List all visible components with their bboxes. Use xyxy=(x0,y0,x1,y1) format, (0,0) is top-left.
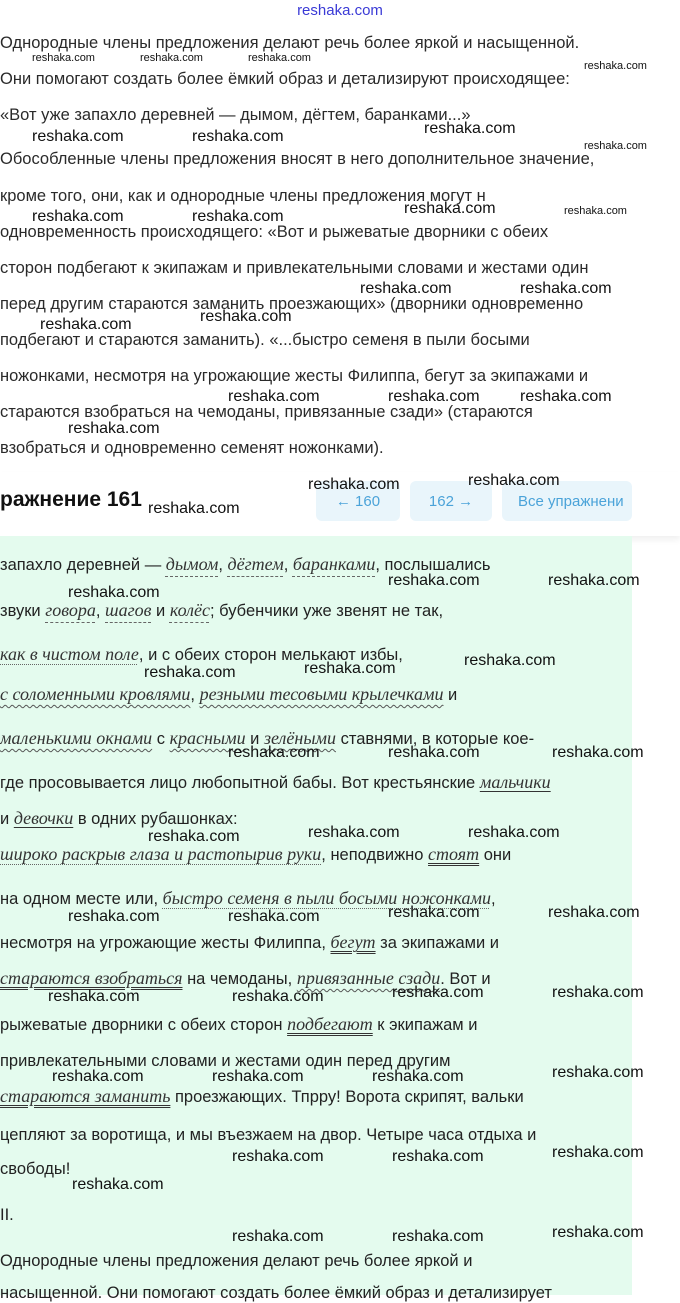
watermark: reshaka.com xyxy=(32,52,95,64)
text: и xyxy=(443,686,458,704)
text: и xyxy=(151,602,170,620)
watermark: reshaka.com xyxy=(520,388,612,405)
watermark: reshaka.com xyxy=(232,1148,324,1165)
watermark: reshaka.com xyxy=(552,1144,644,1161)
watermark: reshaka.com xyxy=(228,744,320,761)
text: в одних рубашонках: xyxy=(73,810,238,828)
text: запахло деревней — xyxy=(0,556,166,574)
text: насыщенной. Они помогают создать более ёмкий образ и детализирует xyxy=(0,1284,552,1302)
homogeneous-member: дымом xyxy=(165,554,219,574)
adverbial-phrase: широко раскрыв глаза и растопырив руки xyxy=(0,844,322,864)
watermark: reshaka.com xyxy=(308,476,400,493)
watermark: reshaka.com xyxy=(192,128,284,145)
answer-line xyxy=(0,844,511,865)
intro-line: кроме того, они, как и однородные члены предложения могут н xyxy=(0,187,486,205)
text: цепляют за воротища, и мы въезжаем на двор. Четыре часа отдыха и xyxy=(0,1126,537,1144)
text: , xyxy=(218,556,228,574)
text: с xyxy=(152,730,170,748)
watermark: reshaka.com xyxy=(552,744,644,761)
watermark: reshaka.com xyxy=(584,140,647,152)
watermark: reshaka.com xyxy=(68,420,160,437)
text: проезжающих. Тпрру! Ворота скрипят, вальки xyxy=(170,1088,524,1106)
answer-line xyxy=(0,600,443,621)
text: . Вот и xyxy=(440,970,491,988)
intro-line: ножонками, несмотря на угрожающие жесты Филиппа, бегут за экипажами и xyxy=(0,367,589,385)
intro-line: сторон подбегают к экипажам и привлекательными словами и жестами один xyxy=(0,259,589,277)
answer-line xyxy=(0,1206,14,1225)
watermark: reshaka.com xyxy=(68,584,160,601)
watermark: reshaka.com xyxy=(584,60,647,72)
homogeneous-member: шагов xyxy=(105,600,152,620)
watermark: reshaka.com xyxy=(32,208,124,225)
watermark: reshaka.com xyxy=(520,280,612,297)
watermark: reshaka.com xyxy=(68,908,160,925)
text: II. xyxy=(0,1206,14,1224)
text: звуки xyxy=(0,602,46,620)
watermark: reshaka.com xyxy=(212,1068,304,1085)
attribute-phrase: привязанные сзади xyxy=(296,968,441,988)
answer-line xyxy=(0,684,457,705)
intro-line: перед другим стараются заманить проезжающих» (дворники одновременно xyxy=(0,295,584,313)
text: , xyxy=(95,602,106,620)
subject-word: мальчики xyxy=(479,772,551,792)
watermark: reshaka.com xyxy=(392,1228,484,1245)
watermark: reshaka.com xyxy=(388,572,480,589)
attribute-phrase: маленькими окнами xyxy=(0,728,153,748)
text: ; бубенчики уже звенят не так, xyxy=(209,602,444,620)
watermark: reshaka.com xyxy=(464,652,556,669)
intro-line: взобраться и одновременно семенят ножонками). xyxy=(0,439,384,457)
watermark: reshaka.com xyxy=(424,120,516,137)
homogeneous-member: колёс xyxy=(169,600,210,620)
watermark: reshaka.com xyxy=(144,664,236,681)
adverbial-phrase: быстро семеня в пыли босыми ножонками xyxy=(162,888,491,908)
text: , и с обеих сторон мелькают избы, xyxy=(138,646,403,664)
text: за экипажами и xyxy=(375,934,500,952)
predicate-word: подбегают xyxy=(287,1014,373,1034)
watermark: reshaka.com xyxy=(548,904,640,921)
text: к экипажам и xyxy=(372,1016,478,1034)
intro-line: подбегают и стараются заманить). «...быстро семеня в пыли босыми xyxy=(0,331,530,349)
text: и xyxy=(245,730,264,748)
watermark: reshaka.com xyxy=(388,904,480,921)
text: Однородные члены предложения делают речь более яркой и xyxy=(0,1252,473,1270)
adverbial-phrase: как в чистом поле xyxy=(0,644,139,664)
watermark: reshaka.com xyxy=(248,52,311,64)
answer-line xyxy=(0,1086,524,1107)
watermark: reshaka.com xyxy=(468,824,560,841)
predicate-word: стоят xyxy=(428,844,480,864)
text: , xyxy=(190,686,200,704)
watermark: reshaka.com xyxy=(548,572,640,589)
answer-line xyxy=(0,1284,552,1303)
intro-line: одновременность происходящего: «Вот и рыжеватые дворники с обеих xyxy=(0,223,549,241)
attribute-word: красными xyxy=(169,728,246,748)
intro-line: Однородные члены предложения делают речь более яркой и насыщенной. xyxy=(0,34,580,52)
site-title[interactable]: reshaka.com xyxy=(297,2,383,19)
watermark: reshaka.com xyxy=(388,744,480,761)
watermark: reshaka.com xyxy=(392,984,484,1001)
homogeneous-member: дёгтем xyxy=(227,554,284,574)
watermark: reshaka.com xyxy=(552,1224,644,1241)
watermark: reshaka.com xyxy=(228,908,320,925)
text: , xyxy=(283,556,293,574)
watermark: reshaka.com xyxy=(468,472,560,489)
answer-line xyxy=(0,1252,472,1271)
text: где просовывается лицо любопытной бабы. Вот крестьянские xyxy=(0,774,480,792)
text: свободы! xyxy=(0,1160,71,1178)
watermark: reshaka.com xyxy=(404,200,496,217)
text: , xyxy=(490,890,496,908)
watermark: reshaka.com xyxy=(392,1148,484,1165)
watermark: reshaka.com xyxy=(308,824,400,841)
watermark: reshaka.com xyxy=(304,660,396,677)
watermark: reshaka.com xyxy=(72,1176,164,1193)
answer-line xyxy=(0,808,238,829)
predicate-word: стараются взобраться xyxy=(0,968,183,988)
watermark: reshaka.com xyxy=(148,500,240,517)
watermark: reshaka.com xyxy=(140,52,203,64)
next-exercise-button[interactable]: 162 → xyxy=(410,481,492,521)
attribute-phrase: с соломенными кровлями xyxy=(0,684,191,704)
watermark: reshaka.com xyxy=(552,1064,644,1081)
text: они xyxy=(479,846,512,864)
answer-line xyxy=(0,772,551,793)
exercise-title: ражнение 161 xyxy=(0,488,142,511)
watermark: reshaka.com xyxy=(48,988,140,1005)
answer-line xyxy=(0,1160,70,1179)
homogeneous-member: баранками xyxy=(292,554,376,574)
homogeneous-member: говора xyxy=(45,600,96,620)
watermark: reshaka.com xyxy=(228,388,320,405)
answer-line xyxy=(0,932,499,953)
text: и xyxy=(0,810,14,828)
watermark: reshaka.com xyxy=(388,388,480,405)
answer-line xyxy=(0,1014,477,1035)
watermark: reshaka.com xyxy=(564,205,627,217)
subject-word: девочки xyxy=(13,808,74,828)
watermark: reshaka.com xyxy=(200,308,292,325)
predicate-word: стараются заманить xyxy=(0,1086,171,1106)
predicate-word: бегут xyxy=(330,932,376,952)
text: привлекательными словами и жестами один перед другим xyxy=(0,1052,451,1070)
watermark: reshaka.com xyxy=(40,316,132,333)
text: , послышались xyxy=(375,556,491,574)
text: на одном месте или, xyxy=(0,890,163,908)
watermark: reshaka.com xyxy=(232,1228,324,1245)
text: рыжеватые дворники с обеих сторон xyxy=(0,1016,288,1034)
intro-line: Обособленные члены предложения вносят в него дополнительное значение, xyxy=(0,150,595,168)
all-exercises-button[interactable]: Все упражнени xyxy=(502,481,632,521)
watermark: reshaka.com xyxy=(192,208,284,225)
attribute-phrase: резными тесовыми крылечками xyxy=(199,684,444,704)
text: ставнями, в которые кое- xyxy=(336,730,535,748)
intro-line: Они помогают создать более ёмкий образ и детализируют происходящее: xyxy=(0,70,570,88)
text: , неподвижно xyxy=(321,846,429,864)
watermark: reshaka.com xyxy=(552,984,644,1001)
watermark: reshaka.com xyxy=(52,1068,144,1085)
answer-line xyxy=(0,1126,536,1145)
attribute-word: зелёными xyxy=(263,728,336,748)
prev-exercise-button[interactable]: ← 160 xyxy=(316,481,400,521)
text: несмотря на угрожающие жесты Филиппа, xyxy=(0,934,331,952)
text: на чемоданы, xyxy=(182,970,297,988)
intro-line: «Вот уже запахло деревней — дымом, дёгтем, баранками...» xyxy=(0,106,471,124)
watermark: reshaka.com xyxy=(32,128,124,145)
watermark: reshaka.com xyxy=(372,1068,464,1085)
watermark: reshaka.com xyxy=(232,988,324,1005)
intro-line: стараются взобраться на чемоданы, привязанные сзади» (стараются xyxy=(0,403,533,421)
watermark: reshaka.com xyxy=(360,280,452,297)
watermark: reshaka.com xyxy=(148,828,240,845)
